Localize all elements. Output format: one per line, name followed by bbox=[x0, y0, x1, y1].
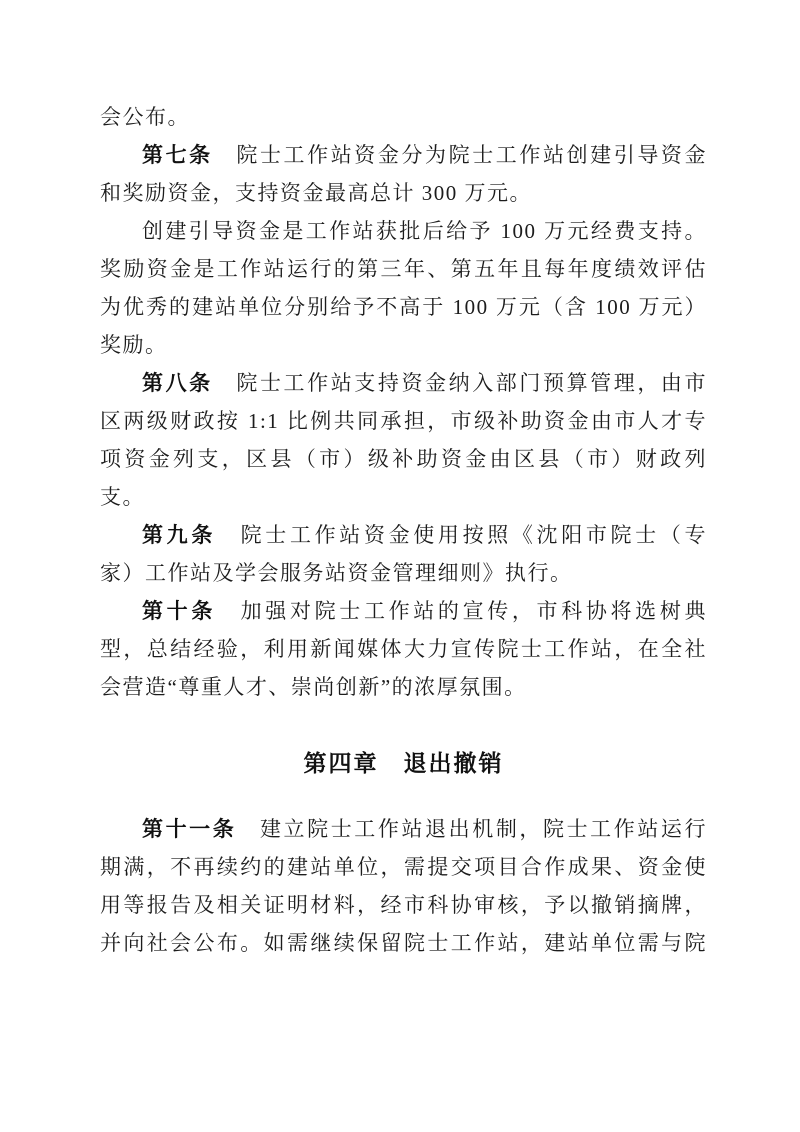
line-text: 奖励资金是工作站运行的第三年、第五年且每年度绩效评估 bbox=[100, 257, 707, 281]
article-number: 第七条 bbox=[142, 144, 213, 167]
article-number: 第九条 bbox=[142, 524, 216, 547]
text-line bbox=[100, 886, 707, 924]
text-line bbox=[100, 364, 707, 402]
text-line bbox=[100, 592, 707, 630]
text-line bbox=[100, 478, 707, 516]
line-text: 院士工作站资金分为院士工作站创建引导资金 bbox=[212, 143, 707, 167]
text-line bbox=[100, 630, 707, 668]
text-line bbox=[100, 516, 707, 554]
document-body bbox=[100, 98, 707, 962]
text-line bbox=[100, 174, 707, 212]
text-line bbox=[100, 924, 707, 962]
line-text: 并向社会公布。如需继续保留院士工作站，建站单位需与院 bbox=[100, 931, 707, 955]
line-text: 院士工作站支持资金纳入部门预算管理，由市 bbox=[212, 371, 707, 395]
line-text: 和奖励资金，支持资金最高总计 300 万元。 bbox=[100, 181, 532, 205]
line-text: 会营造“尊重人才、崇尚创新”的浓厚氛围。 bbox=[100, 675, 527, 699]
line-text: 支。 bbox=[100, 485, 145, 509]
text-line bbox=[100, 288, 707, 326]
text-line bbox=[100, 250, 707, 288]
text-line bbox=[100, 440, 707, 478]
text-line bbox=[100, 402, 707, 440]
article-number: 第八条 bbox=[142, 372, 213, 395]
chapter-heading bbox=[100, 744, 707, 782]
line-text: 期满，不再续约的建站单位，需提交项目合作成果、资金使 bbox=[100, 855, 707, 879]
text-line bbox=[100, 810, 707, 848]
line-text: 型，总结经验，利用新闻媒体大力宣传院士工作站，在全社 bbox=[100, 637, 707, 661]
line-text: 项资金列支，区县（市）级补助资金由区县（市）财政列 bbox=[100, 447, 707, 471]
line-text: 加强对院士工作站的宣传，市科协将选树典 bbox=[215, 599, 707, 623]
text-line bbox=[100, 98, 707, 136]
text-line bbox=[100, 554, 707, 592]
line-text: 家）工作站及学会服务站资金管理细则》执行。 bbox=[100, 561, 573, 585]
article-number: 第十一条 bbox=[142, 818, 237, 841]
line-text: 奖励。 bbox=[100, 333, 168, 357]
line-text: 会公布。 bbox=[100, 105, 190, 129]
text-line bbox=[100, 212, 707, 250]
text-line bbox=[100, 136, 707, 174]
chapter-title-text: 第四章 退出撤销 bbox=[303, 750, 504, 776]
line-text: 院士工作站资金使用按照《沈阳市院士（专 bbox=[215, 523, 707, 547]
text-line bbox=[100, 326, 707, 364]
text-line bbox=[100, 668, 707, 706]
line-text: 为优秀的建站单位分别给予不高于 100 万元（含 100 万元） bbox=[100, 295, 707, 319]
line-text: 建立院士工作站退出机制，院士工作站运行 bbox=[236, 817, 707, 841]
line-text: 创建引导资金是工作站获批后给予 100 万元经费支持。 bbox=[142, 219, 707, 243]
text-line bbox=[100, 848, 707, 886]
article-number: 第十条 bbox=[142, 600, 216, 623]
line-text: 用等报告及相关证明材料，经市科协审核，予以撤销摘牌， bbox=[100, 893, 707, 917]
line-text: 区两级财政按 1:1 比例共同承担，市级补助资金由市人才专 bbox=[100, 409, 707, 433]
